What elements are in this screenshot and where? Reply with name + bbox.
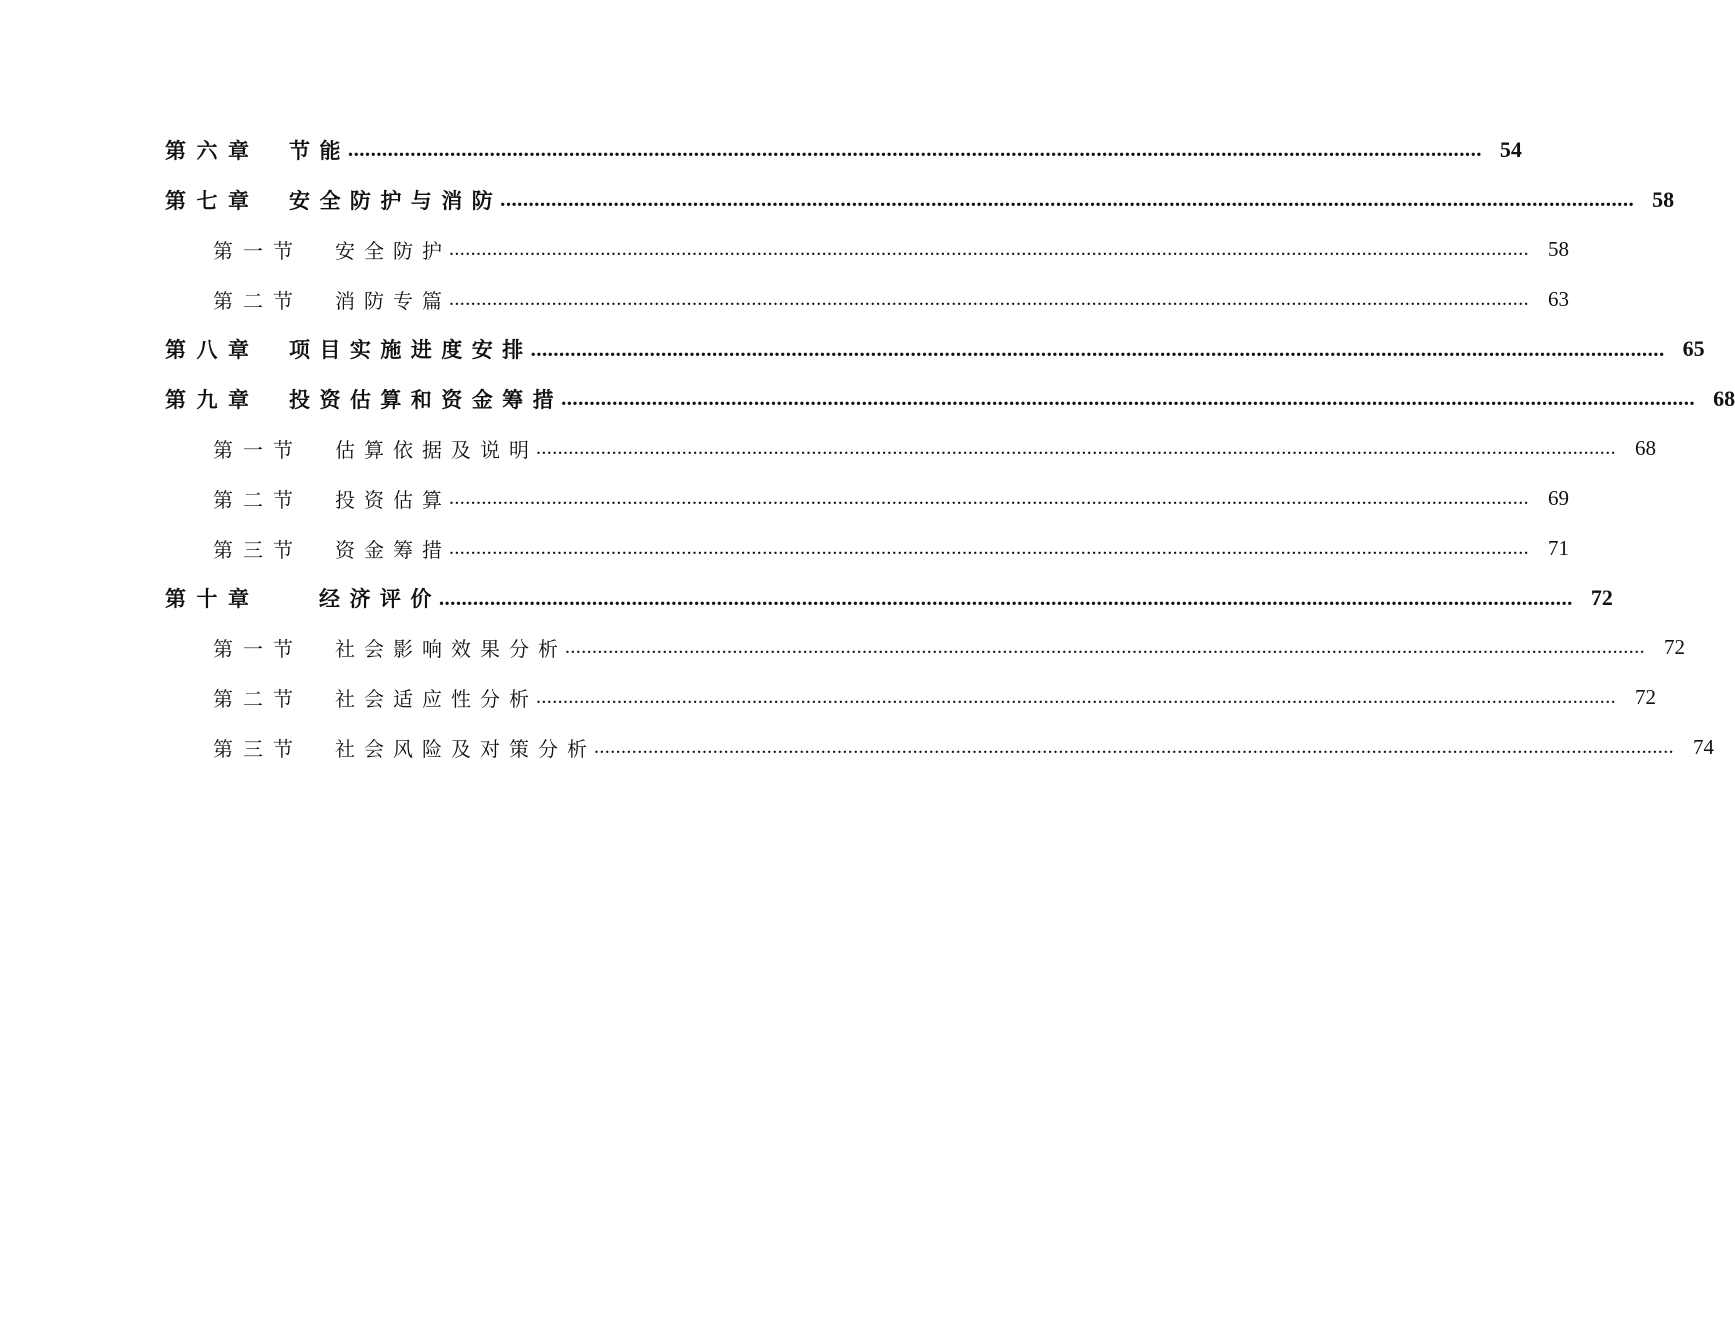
entry-page-number: 72 bbox=[1590, 585, 1613, 611]
dot-leader: ........................................................................................................................................................................................................ bbox=[561, 386, 1696, 411]
entry-title: 资金筹措 bbox=[335, 537, 451, 562]
dot-leader: ........................................................................................................................................................................................................ bbox=[347, 137, 1482, 162]
dot-leader: ........................................................................................................................................................................................................ bbox=[500, 187, 1635, 212]
toc-entry-section[interactable] bbox=[0, 474, 1569, 524]
dot-leader: ........................................................................................................................................................................................................ bbox=[536, 686, 1616, 709]
dot-leader: ........................................................................................................................................................................................................ bbox=[565, 636, 1645, 659]
entry-title: 估算依据及说明 bbox=[335, 438, 538, 463]
entry-title: 安全防护 bbox=[335, 238, 451, 263]
toc-entry-section[interactable] bbox=[0, 424, 1656, 474]
entry-title: 社会适应性分析 bbox=[335, 687, 538, 712]
toc-entry-section[interactable] bbox=[0, 673, 1656, 723]
toc-entry-section[interactable] bbox=[0, 623, 1685, 673]
entry-number: 第二节 bbox=[213, 487, 303, 512]
entry-page-number: 69 bbox=[1548, 485, 1569, 510]
dot-leader: ........................................................................................................................................................................................................ bbox=[449, 287, 1529, 310]
toc-entry-section[interactable] bbox=[0, 274, 1569, 324]
entry-number: 第二节 bbox=[213, 288, 303, 313]
entry-page-number: 58 bbox=[1548, 236, 1569, 261]
toc-entry-chapter-10[interactable] bbox=[0, 573, 1613, 623]
table-of-contents bbox=[0, 125, 1735, 772]
entry-page-number: 54 bbox=[1499, 136, 1522, 162]
entry-title: 项目实施进度安排 bbox=[289, 337, 533, 363]
entry-title: 社会风险及对策分析 bbox=[335, 736, 596, 761]
entry-page-number: 63 bbox=[1548, 286, 1569, 311]
dot-leader: ........................................................................................................................................................................................................ bbox=[449, 237, 1529, 260]
entry-number: 第六章 bbox=[165, 137, 260, 163]
entry-page-number: 58 bbox=[1652, 186, 1675, 212]
entry-number: 第一节 bbox=[213, 238, 303, 263]
toc-entry-chapter-7[interactable] bbox=[0, 175, 1675, 225]
toc-entry-section[interactable] bbox=[0, 225, 1569, 275]
entry-title: 经济评价 bbox=[319, 586, 441, 612]
entry-title: 社会影响效果分析 bbox=[335, 637, 567, 662]
toc-entry-chapter-8[interactable] bbox=[0, 324, 1705, 374]
toc-entry-chapter-6[interactable] bbox=[0, 125, 1522, 175]
toc-entry-section[interactable] bbox=[0, 723, 1714, 773]
entry-title: 安全防护与消防 bbox=[289, 187, 503, 213]
entry-number: 第三节 bbox=[213, 537, 303, 562]
dot-leader: ........................................................................................................................................................................................................ bbox=[449, 486, 1529, 509]
entry-title: 投资估算和资金筹措 bbox=[289, 386, 564, 412]
entry-number: 第二节 bbox=[213, 687, 303, 712]
entry-number: 第八章 bbox=[165, 337, 260, 363]
entry-page-number: 71 bbox=[1548, 535, 1569, 560]
entry-page-number: 72 bbox=[1635, 685, 1656, 710]
toc-entry-chapter-9[interactable] bbox=[0, 374, 1735, 424]
entry-number: 第一节 bbox=[213, 637, 303, 662]
entry-page-number: 72 bbox=[1664, 635, 1685, 660]
entry-title: 投资估算 bbox=[335, 487, 451, 512]
entry-page-number: 65 bbox=[1682, 336, 1705, 362]
entry-number: 第三节 bbox=[213, 736, 303, 761]
entry-number: 第九章 bbox=[165, 386, 260, 412]
entry-page-number: 68 bbox=[1713, 385, 1735, 411]
dot-leader: ........................................................................................................................................................................................................ bbox=[594, 735, 1674, 758]
dot-leader: ........................................................................................................................................................................................................ bbox=[536, 437, 1616, 460]
entry-number: 第十章 bbox=[165, 586, 260, 612]
dot-leader: ........................................................................................................................................................................................................ bbox=[530, 336, 1665, 361]
entry-page-number: 74 bbox=[1693, 734, 1714, 759]
dot-leader: ........................................................................................................................................................................................................ bbox=[438, 585, 1573, 610]
entry-number: 第一节 bbox=[213, 438, 303, 463]
entry-title: 消防专篇 bbox=[335, 288, 451, 313]
entry-number: 第七章 bbox=[165, 187, 260, 213]
entry-page-number: 68 bbox=[1635, 436, 1656, 461]
entry-title: 节能 bbox=[289, 137, 350, 163]
dot-leader: ........................................................................................................................................................................................................ bbox=[449, 536, 1529, 559]
toc-entry-section[interactable] bbox=[0, 523, 1569, 573]
